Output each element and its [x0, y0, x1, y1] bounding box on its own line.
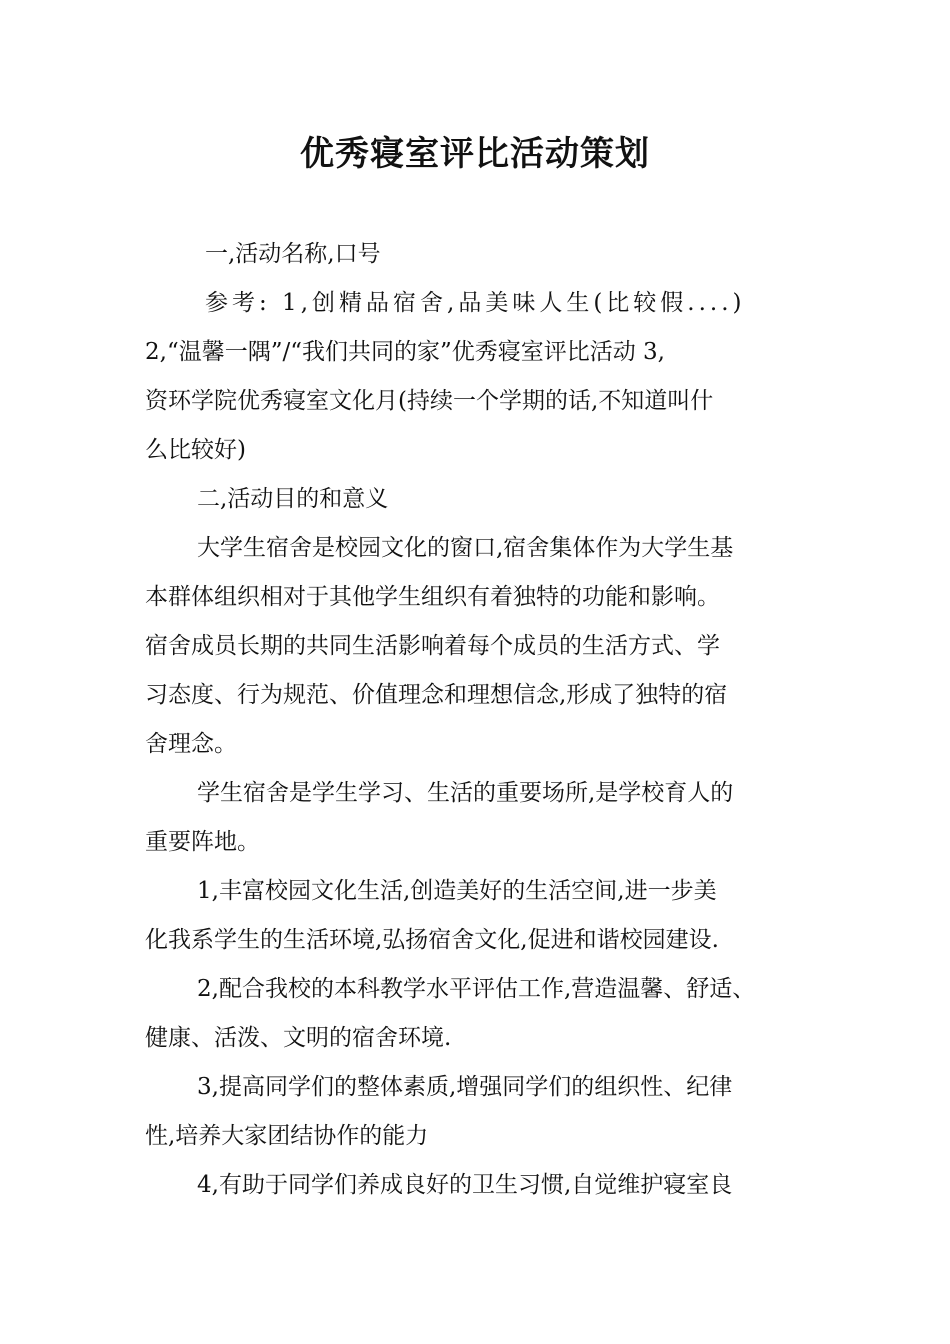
- text-line: 习态度、行为规范、价值理念和理想信念,形成了独特的宿: [145, 682, 728, 708]
- text-line: 大学生宿舍是校园文化的窗口,宿舍集体作为大学生基: [197, 535, 734, 561]
- document-title: 优秀寝室评比活动策划: [300, 134, 650, 174]
- text-line: 舍理念。: [145, 731, 237, 757]
- text-line: 资环学院优秀寝室文化月(持续一个学期的话,不知道叫什: [145, 388, 714, 414]
- text-line: 1,丰富校园文化生活,创造美好的生活空间,进一步美: [197, 878, 717, 904]
- text-line: 二,活动目的和意义: [197, 486, 389, 512]
- document-body: [145, 230, 835, 1210]
- text-line: 一,活动名称,口号: [205, 241, 381, 267]
- text-line: 么比较好): [145, 437, 246, 463]
- text-line: 参考: 1,创精品宿舍,品美味人生(比较假....): [205, 290, 746, 316]
- text-line: 化我系学生的生活环境,弘扬宿舍文化,促进和谐校园建设.: [145, 927, 719, 953]
- text-line: 2,配合我校的本科教学水平评估工作,营造温馨、舒适、: [197, 976, 756, 1002]
- text-line: 宿舍成员长期的共同生活影响着每个成员的生活方式、学: [145, 633, 720, 659]
- text-line: 本群体组织相对于其他学生组织有着独特的功能和影响。: [145, 584, 720, 610]
- text-line: 3,提高同学们的整体素质,增强同学们的组织性、纪律: [197, 1074, 733, 1100]
- text-line: 性,培养大家团结协作的能力: [145, 1123, 429, 1149]
- text-line: 重要阵地。: [145, 829, 260, 855]
- text-line: 4,有助于同学们养成良好的卫生习惯,自觉维护寝室良: [197, 1172, 733, 1198]
- text-line: 学生宿舍是学生学习、生活的重要场所,是学校育人的: [197, 780, 734, 806]
- text-line: 2,“温馨一隅”/“我们共同的家”优秀寝室评比活动 3,: [145, 339, 665, 365]
- text-line: 健康、活泼、文明的宿舍环境.: [145, 1025, 452, 1051]
